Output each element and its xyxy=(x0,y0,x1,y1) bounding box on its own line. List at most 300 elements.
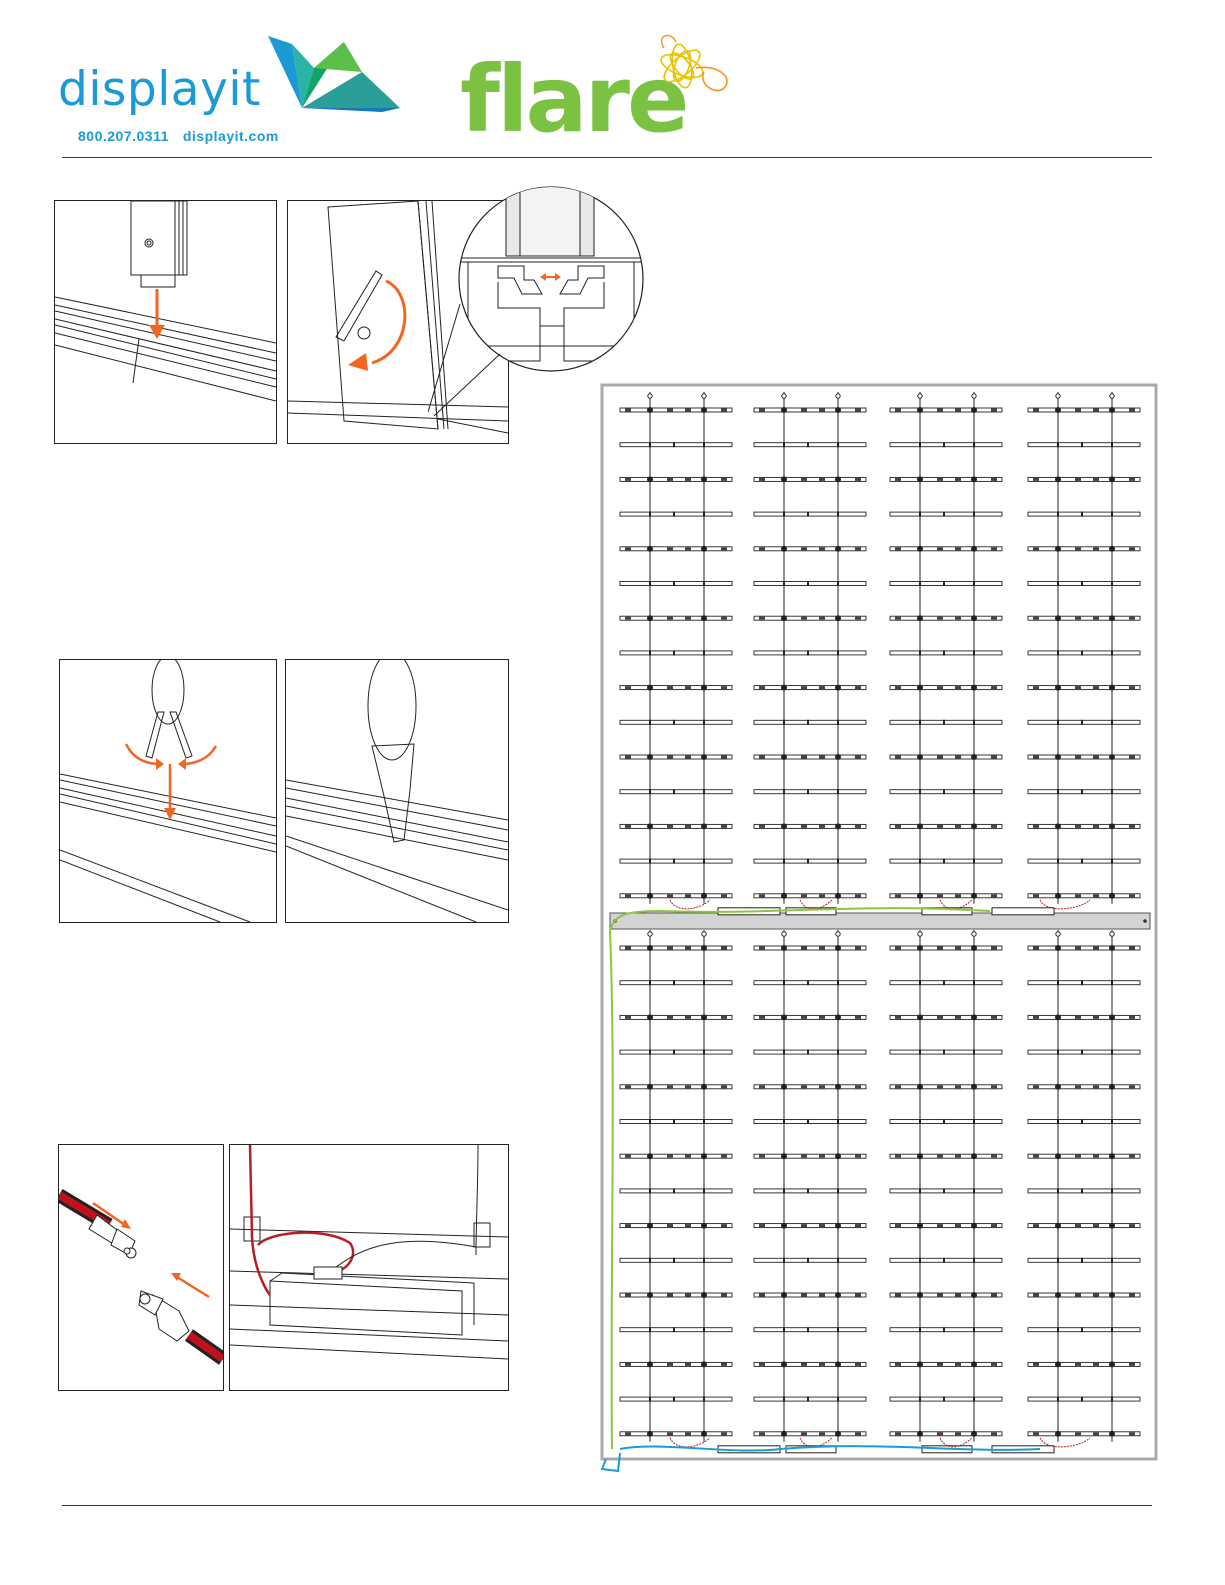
upper-led-mark xyxy=(919,859,921,864)
lower-led-mark xyxy=(759,1085,765,1088)
upper-connector-dot xyxy=(1055,476,1061,482)
upper-connector-dot xyxy=(917,476,923,482)
upper-led-mark xyxy=(685,409,691,412)
lower-connector-dot xyxy=(917,1153,923,1159)
upper-led-mark xyxy=(703,442,705,447)
lower-led-mark xyxy=(955,947,961,950)
lower-led-mark xyxy=(703,1188,705,1193)
lower-led-mark xyxy=(919,1119,921,1124)
step2-clip-insert-illustration xyxy=(59,659,277,923)
lower-led-strip xyxy=(890,1397,1002,1401)
lower-led-mark xyxy=(937,1016,943,1019)
lower-connector-dot xyxy=(971,1292,977,1298)
upper-led-strip xyxy=(754,755,866,759)
upper-led-mark xyxy=(807,789,809,794)
lower-connector-dot xyxy=(1055,1431,1061,1437)
lower-connector-dot xyxy=(781,1361,787,1367)
lower-led-mark xyxy=(1057,1188,1059,1193)
lower-connector-dot xyxy=(647,1014,653,1020)
lower-led-mark xyxy=(955,1294,961,1297)
upper-led-mark xyxy=(991,547,997,550)
upper-led-mark xyxy=(819,478,825,481)
upper-led-mark xyxy=(837,650,839,655)
lower-led-mark xyxy=(895,1363,901,1366)
lower-led-mark xyxy=(973,1188,975,1193)
lower-led-mark xyxy=(943,980,945,985)
lower-led-mark xyxy=(759,1363,765,1366)
lower-connector-dot xyxy=(917,1014,923,1020)
upper-led-strip xyxy=(890,859,1002,863)
lower-led-mark xyxy=(801,1224,807,1227)
upper-led-mark xyxy=(1129,825,1135,828)
upper-connector-dot xyxy=(917,893,923,899)
lower-led-strip xyxy=(890,1293,1002,1297)
lower-led-strip xyxy=(620,946,732,950)
lower-led-mark xyxy=(973,1327,975,1332)
upper-connector-dot xyxy=(781,476,787,482)
upper-led-strip xyxy=(620,824,732,828)
upper-led-mark xyxy=(759,756,765,759)
upper-led-mark xyxy=(759,825,765,828)
upper-led-mark xyxy=(801,547,807,550)
upper-connector-dot xyxy=(1055,893,1061,899)
lower-led-strip xyxy=(890,1328,1002,1332)
upper-led-mark xyxy=(895,617,901,620)
lower-led-mark xyxy=(801,1016,807,1019)
lower-led-strip xyxy=(1028,1362,1140,1366)
lower-led-mark xyxy=(1081,1397,1083,1402)
lower-led-mark xyxy=(783,1397,785,1402)
lower-led-mark xyxy=(703,1397,705,1402)
lower-led-strip xyxy=(754,1293,866,1297)
upper-led-mark xyxy=(1033,686,1039,689)
upper-led-strip xyxy=(890,824,1002,828)
upper-led-mark xyxy=(807,859,809,864)
lower-hanger xyxy=(972,932,976,936)
lower-led-mark xyxy=(1075,1155,1081,1158)
upper-led-mark xyxy=(1075,409,1081,412)
upper-led-mark xyxy=(895,409,901,412)
upper-led-mark xyxy=(819,756,825,759)
upper-led-mark xyxy=(855,547,861,550)
upper-led-mark xyxy=(1057,789,1059,794)
upper-led-mark xyxy=(667,409,673,412)
upper-led-mark xyxy=(1033,894,1039,897)
lower-led-mark xyxy=(1081,1188,1083,1193)
upper-led-mark xyxy=(895,478,901,481)
upper-led-strip xyxy=(620,616,732,620)
lower-led-mark xyxy=(991,1155,997,1158)
step2-clip-seated-illustration xyxy=(285,659,509,923)
lower-connector-dot xyxy=(647,1223,653,1229)
upper-led-strip xyxy=(754,651,866,655)
lower-led-mark xyxy=(685,947,691,950)
upper-connector-dot xyxy=(647,615,653,621)
upper-connector-dot xyxy=(647,546,653,552)
lower-led-mark xyxy=(807,1397,809,1402)
upper-led-strip xyxy=(754,894,866,898)
lower-led-mark xyxy=(991,1432,997,1435)
lower-led-mark xyxy=(819,1224,825,1227)
lower-led-mark xyxy=(807,1258,809,1263)
upper-led-mark xyxy=(837,442,839,447)
lower-connector-dot xyxy=(701,945,707,951)
upper-connector-dot xyxy=(701,685,707,691)
lower-led-mark xyxy=(973,980,975,985)
lower-connector-dot xyxy=(1109,1153,1115,1159)
upper-led-mark xyxy=(973,581,975,586)
upper-led-mark xyxy=(1081,442,1083,447)
upper-led-mark xyxy=(703,650,705,655)
upper-led-strip xyxy=(620,859,732,863)
lower-led-mark xyxy=(807,1327,809,1332)
upper-led-mark xyxy=(685,825,691,828)
lower-led-mark xyxy=(625,1224,631,1227)
lower-led-mark xyxy=(1033,1294,1039,1297)
flare-flower-icon xyxy=(634,28,744,108)
upper-connector-dot xyxy=(701,546,707,552)
lower-led-mark xyxy=(649,980,651,985)
upper-led-mark xyxy=(837,859,839,864)
lower-led-mark xyxy=(685,1016,691,1019)
upper-led-mark xyxy=(703,512,705,517)
lower-led-strip xyxy=(890,1362,1002,1366)
lower-connector-dot xyxy=(835,1431,841,1437)
lower-led-mark xyxy=(937,1155,943,1158)
upper-led-mark xyxy=(1033,617,1039,620)
lower-led-mark xyxy=(973,1397,975,1402)
lower-led-mark xyxy=(1033,1155,1039,1158)
upper-led-mark xyxy=(667,756,673,759)
lower-led-mark xyxy=(855,1155,861,1158)
lower-led-mark xyxy=(943,1119,945,1124)
upper-connector-dot xyxy=(1055,615,1061,621)
upper-led-mark xyxy=(837,581,839,586)
upper-led-mark xyxy=(703,581,705,586)
lower-led-mark xyxy=(855,1085,861,1088)
rail-detail-callout xyxy=(428,186,646,416)
upper-led-mark xyxy=(1129,894,1135,897)
upper-connector-dot xyxy=(917,685,923,691)
upper-led-strip xyxy=(620,512,732,516)
lower-led-strip xyxy=(620,1154,732,1158)
upper-connector-dot xyxy=(647,823,653,829)
upper-connector-dot xyxy=(781,615,787,621)
upper-led-mark xyxy=(1129,756,1135,759)
lower-led-mark xyxy=(1033,1016,1039,1019)
upper-led-mark xyxy=(1057,720,1059,725)
lower-led-mark xyxy=(649,1327,651,1332)
lower-led-mark xyxy=(1033,1085,1039,1088)
lower-connector-dot xyxy=(781,1084,787,1090)
upper-led-strip xyxy=(1028,512,1140,516)
upper-connector-dot xyxy=(835,615,841,621)
lower-led-mark xyxy=(685,1432,691,1435)
lower-hanger xyxy=(648,932,652,936)
upper-hanger xyxy=(648,394,652,398)
lower-led-mark xyxy=(1129,1294,1135,1297)
upper-led-mark xyxy=(1033,756,1039,759)
lower-connector-dot xyxy=(1055,1223,1061,1229)
lower-led-mark xyxy=(1093,1432,1099,1435)
upper-led-mark xyxy=(943,581,945,586)
upper-led-mark xyxy=(667,478,673,481)
lower-led-strip xyxy=(1028,1015,1140,1019)
upper-led-mark xyxy=(783,650,785,655)
upper-led-mark xyxy=(937,547,943,550)
contact-line xyxy=(78,128,293,144)
upper-led-mark xyxy=(937,478,943,481)
upper-led-mark xyxy=(895,894,901,897)
upper-led-mark xyxy=(1081,650,1083,655)
lower-led-mark xyxy=(667,1432,673,1435)
lower-led-strip xyxy=(620,981,732,985)
lower-hanger xyxy=(918,932,922,936)
lower-led-mark xyxy=(625,1432,631,1435)
brand-name: displayit xyxy=(58,62,261,117)
lower-led-mark xyxy=(919,980,921,985)
upper-hanger xyxy=(972,394,976,398)
lower-led-strip xyxy=(890,1015,1002,1019)
lower-connector-dot xyxy=(701,1431,707,1437)
lower-led-mark xyxy=(1093,1294,1099,1297)
upper-led-mark xyxy=(807,512,809,517)
upper-led-strip xyxy=(1028,859,1140,863)
lower-connector-dot xyxy=(835,1361,841,1367)
upper-hanger xyxy=(702,394,706,398)
website: displayit.com xyxy=(182,128,279,144)
lower-led-mark xyxy=(937,1432,943,1435)
upper-led-strip xyxy=(890,790,1002,794)
upper-led-mark xyxy=(919,512,921,517)
upper-led-mark xyxy=(973,442,975,447)
upper-led-strip xyxy=(890,720,1002,724)
upper-connector-dot xyxy=(971,685,977,691)
upper-led-strip xyxy=(890,616,1002,620)
lower-led-mark xyxy=(703,1050,705,1055)
upper-hanger xyxy=(782,394,786,398)
lower-connector-dot xyxy=(1055,1361,1061,1367)
lower-led-mark xyxy=(1033,1432,1039,1435)
lower-hanger xyxy=(1110,932,1114,936)
lower-led-mark xyxy=(937,1085,943,1088)
lower-led-mark xyxy=(1075,1016,1081,1019)
lower-led-mark xyxy=(1057,1050,1059,1055)
lower-connector-dot xyxy=(917,1084,923,1090)
lower-led-mark xyxy=(819,1016,825,1019)
upper-connector-dot xyxy=(917,754,923,760)
lower-connector-dot xyxy=(781,1014,787,1020)
upper-led-strip xyxy=(754,859,866,863)
lower-connector-dot xyxy=(971,1153,977,1159)
lower-led-mark xyxy=(1075,1432,1081,1435)
lower-connector-dot xyxy=(647,1084,653,1090)
lower-led-mark xyxy=(673,1258,675,1263)
lower-led-mark xyxy=(991,1016,997,1019)
lower-led-strip xyxy=(754,981,866,985)
lower-led-mark xyxy=(673,1119,675,1124)
lower-led-mark xyxy=(1111,980,1113,985)
lower-led-strip xyxy=(890,1085,1002,1089)
lower-led-mark xyxy=(1081,1119,1083,1124)
lower-led-mark xyxy=(1093,1016,1099,1019)
upper-led-mark xyxy=(955,478,961,481)
upper-led-mark xyxy=(649,859,651,864)
upper-led-mark xyxy=(673,789,675,794)
upper-connector-dot xyxy=(1055,546,1061,552)
upper-led-mark xyxy=(895,825,901,828)
lower-led-mark xyxy=(1111,1119,1113,1124)
upper-connector-dot xyxy=(701,407,707,413)
upper-connector-dot xyxy=(781,823,787,829)
upper-led-mark xyxy=(991,894,997,897)
upper-led-mark xyxy=(943,789,945,794)
lower-led-mark xyxy=(667,1294,673,1297)
lower-led-mark xyxy=(807,980,809,985)
lower-led-strip xyxy=(890,1120,1002,1124)
upper-led-mark xyxy=(895,756,901,759)
lower-led-strip xyxy=(754,1189,866,1193)
lower-led-mark xyxy=(1081,1050,1083,1055)
upper-led-mark xyxy=(1111,650,1113,655)
lower-led-mark xyxy=(1129,1363,1135,1366)
upper-led-mark xyxy=(937,825,943,828)
lower-led-strip xyxy=(890,946,1002,950)
upper-connector-dot xyxy=(701,476,707,482)
lower-connector-dot xyxy=(647,1292,653,1298)
upper-connector-dot xyxy=(835,685,841,691)
lower-connector-dot xyxy=(835,1014,841,1020)
upper-led-mark xyxy=(1093,547,1099,550)
upper-led-mark xyxy=(703,859,705,864)
upper-led-strip xyxy=(620,720,732,724)
upper-connector-dot xyxy=(971,407,977,413)
squeeze-arrows-icon xyxy=(126,744,216,812)
upper-hanger xyxy=(1110,394,1114,398)
upper-led-strip xyxy=(754,547,866,551)
lower-hanger xyxy=(1056,932,1060,936)
lower-led-mark xyxy=(895,1155,901,1158)
upper-led-mark xyxy=(783,512,785,517)
upper-led-mark xyxy=(919,720,921,725)
upper-led-strip xyxy=(1028,686,1140,690)
lower-connector-dot xyxy=(1109,1223,1115,1229)
lower-led-mark xyxy=(837,1188,839,1193)
connect-arrows-icon xyxy=(93,1203,209,1297)
upper-led-mark xyxy=(721,686,727,689)
lower-led-mark xyxy=(783,980,785,985)
lower-led-mark xyxy=(1081,1327,1083,1332)
upper-led-mark xyxy=(807,720,809,725)
lower-led-strip xyxy=(620,1362,732,1366)
lower-led-mark xyxy=(801,947,807,950)
lower-led-strip xyxy=(754,946,866,950)
upper-led-mark xyxy=(759,409,765,412)
lower-led-mark xyxy=(837,1327,839,1332)
upper-led-mark xyxy=(991,478,997,481)
upper-led-mark xyxy=(991,686,997,689)
lower-connector-dot xyxy=(1109,1361,1115,1367)
upper-led-strip xyxy=(1028,443,1140,447)
lower-led-mark xyxy=(855,1432,861,1435)
lower-led-mark xyxy=(1129,1085,1135,1088)
upper-led-mark xyxy=(895,547,901,550)
upper-led-mark xyxy=(685,547,691,550)
lower-led-mark xyxy=(703,1258,705,1263)
lower-led-mark xyxy=(955,1363,961,1366)
lower-connector-dot xyxy=(1109,1084,1115,1090)
lower-connector-dot xyxy=(917,945,923,951)
upper-led-strip xyxy=(890,408,1002,412)
upper-connector-dot xyxy=(701,823,707,829)
upper-connector-dot xyxy=(835,407,841,413)
upper-led-mark xyxy=(1075,825,1081,828)
upper-led-mark xyxy=(973,512,975,517)
upper-led-mark xyxy=(855,825,861,828)
lower-led-mark xyxy=(667,1363,673,1366)
lower-led-strip xyxy=(1028,1189,1140,1193)
upper-led-mark xyxy=(1075,686,1081,689)
upper-led-mark xyxy=(1111,789,1113,794)
upper-led-strip xyxy=(620,477,732,481)
upper-led-mark xyxy=(991,825,997,828)
upper-led-mark xyxy=(625,617,631,620)
lower-led-mark xyxy=(1057,1258,1059,1263)
upper-led-mark xyxy=(673,859,675,864)
upper-led-mark xyxy=(1111,442,1113,447)
upper-led-mark xyxy=(955,409,961,412)
upper-led-mark xyxy=(955,894,961,897)
upper-connector-dot xyxy=(1109,476,1115,482)
upper-connector-dot xyxy=(781,754,787,760)
upper-led-mark xyxy=(801,478,807,481)
lower-led-strip xyxy=(754,1015,866,1019)
upper-connector-dot xyxy=(1055,823,1061,829)
lower-connector-dot xyxy=(971,945,977,951)
lower-led-mark xyxy=(703,980,705,985)
upper-connector-dot xyxy=(1055,685,1061,691)
lower-connector-dot xyxy=(647,1361,653,1367)
lower-led-mark xyxy=(625,1155,631,1158)
lower-led-mark xyxy=(973,1119,975,1124)
upper-led-strip xyxy=(890,477,1002,481)
lower-connector-dot xyxy=(1055,1014,1061,1020)
lower-led-mark xyxy=(837,1258,839,1263)
upper-led-strip xyxy=(754,443,866,447)
lower-led-mark xyxy=(1075,947,1081,950)
lower-led-mark xyxy=(1093,1363,1099,1366)
lower-led-mark xyxy=(667,947,673,950)
lower-led-mark xyxy=(991,1224,997,1227)
upper-led-strip xyxy=(1028,547,1140,551)
upper-led-mark xyxy=(1033,409,1039,412)
upper-led-mark xyxy=(1129,617,1135,620)
lower-led-strip xyxy=(1028,1224,1140,1228)
lower-connector-dot xyxy=(701,1223,707,1229)
lower-led-strip xyxy=(620,1432,732,1436)
panel-layout-diagram xyxy=(600,383,1160,1473)
upper-connector-dot xyxy=(917,546,923,552)
upper-led-strip xyxy=(890,547,1002,551)
lower-led-mark xyxy=(973,1258,975,1263)
upper-led-mark xyxy=(819,686,825,689)
upper-led-mark xyxy=(721,478,727,481)
lower-led-mark xyxy=(819,1432,825,1435)
upper-led-mark xyxy=(1111,720,1113,725)
lower-led-mark xyxy=(937,947,943,950)
lower-led-mark xyxy=(685,1155,691,1158)
lower-led-mark xyxy=(837,980,839,985)
